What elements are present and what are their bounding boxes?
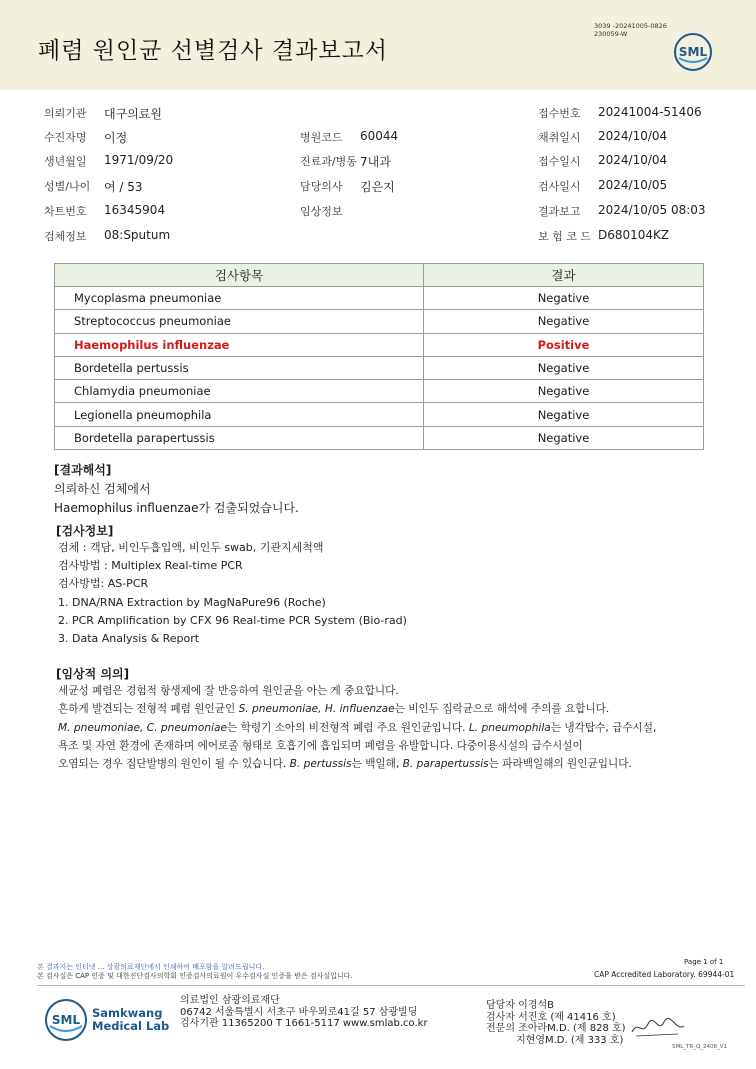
institution-label: 의뢰기관 — [44, 107, 87, 120]
patient-name-value: 이정 — [104, 131, 128, 145]
interpretation-heading: [결과해석] — [54, 463, 112, 477]
clinical-line5 — [58, 755, 656, 773]
table-row — [55, 380, 704, 403]
lab-name — [92, 1007, 169, 1033]
interpretation-line2: Haemophilus influenzae가 검출되었습니다. — [54, 501, 299, 515]
test-name: Mycoplasma pneumoniae — [55, 287, 424, 310]
testinfo-line: 3. Data Analysis & Report — [58, 632, 200, 646]
sml-logo-icon — [673, 32, 713, 72]
specimen-value: 08:Sputum — [104, 228, 171, 242]
test-result: Negative — [424, 403, 704, 426]
report-date-value: 2024/10/05 08:03 — [598, 203, 706, 217]
page-title: 폐렴 원인균 선별검사 결과보고서 — [38, 38, 388, 64]
text-span: 는 학령기 소아의 비전형적 폐렴 주요 원인균입니다. — [227, 721, 469, 734]
clinical-heading-text: [임상적 의의] — [56, 667, 130, 681]
staff-list — [486, 1000, 626, 1046]
text-span: 는 냉각탑수, 급수시설, — [550, 721, 657, 734]
address-line: 의료법인 삼광의료재단 — [180, 995, 280, 1006]
organism-name: S. pneumoniae, H. influenzae — [238, 703, 395, 716]
institution-value: 대구의료원 — [104, 107, 162, 121]
samkwang-logo-icon — [44, 998, 88, 1042]
document-id-line2: 230059-W — [594, 30, 628, 38]
testinfo-lines — [58, 539, 407, 648]
receipt-number-value: 20241004-51406 — [598, 105, 702, 119]
test-result: Negative — [424, 310, 704, 333]
lab-name-line1: Samkwang — [92, 1006, 163, 1020]
doctor-label: 담당의사 — [300, 180, 343, 193]
collection-date-label: 채취일시 — [538, 131, 581, 144]
sex-age-label: 성별/나이 — [44, 180, 91, 193]
interpretation-line1: 의뢰하신 검체에서 — [54, 482, 151, 496]
table-row — [55, 287, 704, 310]
test-result: Negative — [424, 287, 704, 310]
clinical-line4: 욕조 및 자연 환경에 존재하며 에어로졸 형태로 호흡기에 흡입되며 폐렴을 유발합니다. 다중이용시설의 급수시설이 — [58, 739, 583, 752]
test-name: Streptococcus pneumoniae — [55, 310, 424, 333]
sml-logo-text: SML — [678, 45, 708, 59]
table-row — [55, 426, 704, 449]
test-name: Haemophilus influenzae — [55, 333, 424, 356]
footer-note-accreditation: 본 검사실은 CAP 인증 및 대한진단검사의학회 인증검사의료원이 우수검사실 인증을 받은 검사실입니다. — [37, 972, 353, 980]
testinfo-heading-text: [검사정보] — [56, 524, 114, 538]
receipt-date-label: 접수일시 — [538, 155, 581, 168]
department-label: 진료과/병동 — [300, 155, 357, 168]
receipt-number-label: 접수번호 — [538, 107, 581, 120]
clinical-info-label: 임상정보 — [300, 205, 343, 218]
test-name: Bordetella pertussis — [55, 356, 424, 379]
testinfo-line: 검사방법 : Multiplex Real-time PCR — [58, 559, 243, 573]
lab-logo-text: SML — [51, 1013, 81, 1027]
staff-line: 검사자 서진호 (제 41416 호) — [486, 1011, 616, 1023]
organism-name: B. parapertussis — [402, 758, 489, 771]
specimen-label: 검체정보 — [44, 230, 87, 243]
chart-number-value: 16345904 — [104, 203, 166, 217]
hospital-code-value: 60044 — [360, 129, 399, 143]
testinfo-line: 검사방법: AS-PCR — [58, 577, 149, 591]
hospital-code-label: 병원코드 — [300, 131, 343, 144]
test-date-value: 2024/10/05 — [598, 178, 668, 192]
footer-note-print: 본 결과지는 인터넷 ... 상광의료재단에서 인쇄하여 배포함을 알려드립니다. — [37, 963, 265, 971]
chart-number-label: 차트번호 — [44, 205, 87, 218]
lab-address — [180, 995, 428, 1030]
text-span: 흔하게 발견되는 전형적 폐렴 원인균인 — [58, 703, 239, 716]
address-line: 06742 서울특별시 서초구 바우뫼로41길 57 삼광빌딩 — [180, 1006, 418, 1018]
clinical-line2 — [58, 700, 656, 718]
test-result: Positive — [424, 333, 704, 356]
organism-name: M. pneumoniae, C. pneumoniae — [58, 721, 228, 734]
signature-icon — [628, 1014, 688, 1040]
organism-name: B. pertussis — [289, 758, 352, 771]
testinfo-line: 2. PCR Amplification by CFX 96 Real-time PCR System (Bio-rad) — [58, 613, 407, 627]
table-row — [55, 356, 704, 379]
column-header-result: 결과 — [424, 264, 704, 287]
table-row — [55, 310, 704, 333]
page-number: Page 1 of 1 — [684, 958, 724, 966]
collection-date-value: 2024/10/04 — [598, 129, 668, 143]
birth-label: 생년월일 — [44, 155, 87, 168]
staff-line: 담당자 이경석B — [486, 1000, 554, 1011]
testinfo-line: 검체 : 객담, 비인두흡입액, 비인두 swab, 기관지세척액 — [58, 541, 324, 554]
testinfo-line: 1. DNA/RNA Extraction by MagNaPure96 (Roche) — [58, 595, 326, 609]
document-id-line1: 3039 -20241005-0826 — [594, 22, 667, 30]
table-row — [55, 403, 704, 426]
clinical-line1: 세균성 폐렴은 경험적 항생제에 잘 반응하여 원인균을 아는 게 중요합니다. — [58, 685, 399, 697]
sex-age-value: 여 / 53 — [104, 180, 143, 194]
column-header-test: 검사항목 — [55, 264, 424, 287]
test-name: Bordetella parapertussis — [55, 426, 424, 449]
address-line: 검사기관 11365200 T 1661-5117 www.smlab.co.kr — [180, 1018, 428, 1029]
staff-line: 지현영M.D. (제 333 호) — [516, 1034, 624, 1046]
staff-line: 전문의 조아라M.D. (제 828 호) — [486, 1023, 626, 1034]
text-span: 오염되는 경우 집단발병의 원인이 될 수 있습니다. — [58, 758, 290, 771]
report-date-label: 결과보고 — [538, 205, 581, 218]
text-span: 는 비인두 집락균으로 해석에 주의를 요합니다. — [394, 703, 610, 716]
cap-accreditation: CAP Accredited Laboratory. 69944-01 — [594, 970, 735, 979]
patient-name-label: 수진자명 — [44, 131, 87, 144]
clinical-heading — [56, 665, 129, 682]
lab-name-line2: Medical Lab — [92, 1019, 170, 1033]
test-name: Legionella pneumophila — [55, 403, 424, 426]
insurance-code-label: 보 험 코 드 — [538, 230, 591, 243]
footer-divider — [37, 985, 745, 986]
testinfo-heading — [56, 522, 113, 539]
receipt-date-value: 2024/10/04 — [598, 153, 668, 167]
test-name: Chlamydia pneumoniae — [55, 380, 424, 403]
text-span: 는 파라백일해의 원인균입니다. — [488, 758, 632, 771]
test-result: Negative — [424, 356, 704, 379]
organism-name: L. pneumophila — [468, 721, 551, 734]
doctor-value: 김은지 — [360, 180, 395, 194]
interpretation-section — [54, 461, 299, 516]
test-date-label: 검사일시 — [538, 180, 581, 193]
clinical-line3 — [58, 719, 656, 737]
text-span: 는 백일해, — [351, 758, 403, 771]
test-result: Negative — [424, 380, 704, 403]
table-row-positive — [55, 333, 704, 356]
form-number: SML_TR_Q_2408_V1 — [672, 1044, 728, 1050]
table-header-row — [55, 264, 704, 287]
clinical-paragraph — [58, 682, 656, 773]
department-value: 7내과 — [360, 155, 391, 169]
test-result: Negative — [424, 426, 704, 449]
document-id — [594, 22, 667, 38]
insurance-code-value: D680104KZ — [598, 228, 670, 242]
results-table — [54, 263, 704, 450]
birth-value: 1971/09/20 — [104, 153, 174, 167]
